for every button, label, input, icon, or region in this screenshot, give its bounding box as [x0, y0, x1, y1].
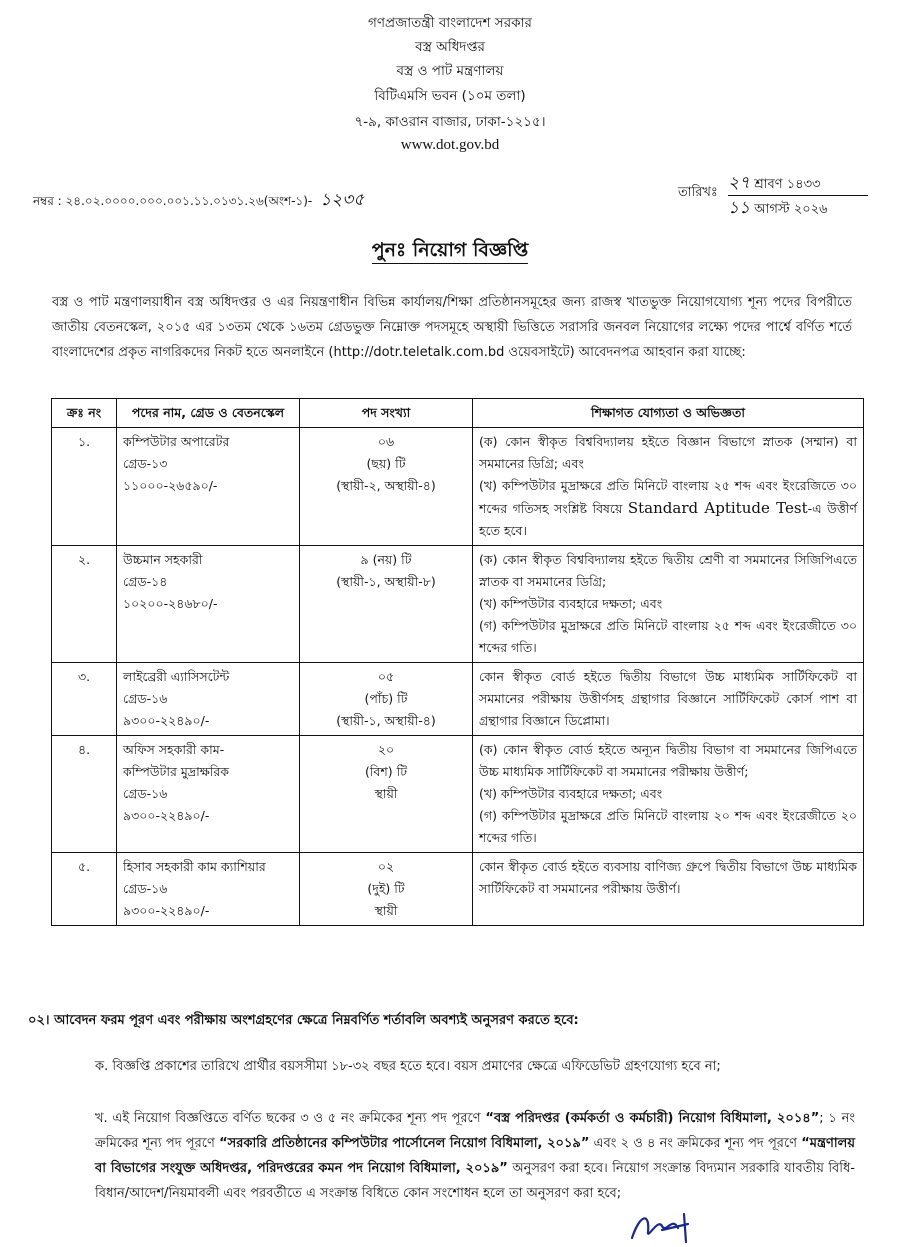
post-name-line2: কম্পিউটার মুদ্রাক্ষরিক	[123, 764, 230, 779]
row-qualification	[473, 853, 864, 926]
row-qualification	[473, 546, 864, 663]
row-serial: ৩.	[52, 663, 117, 736]
qualification-a: কোন স্বীকৃত বোর্ড হইতে দ্বিতীয় বিভাগে উচ্চ মাধ্যমিক সার্টিফিকেট বা সমমানের পরীক্ষায় উত্তীর্ণসহ গ্রন্থাগার বিজ্ঞানে সার্টিফিকেট কোর্স পাশ বা গ্রন্থাগার বিজ্ঞানে ডিপ্লোমা।	[479, 669, 857, 728]
row-count	[300, 853, 473, 926]
qualification-b: (খ) কম্পিউটার ব্যবহারে দক্ষতা; এবং	[479, 596, 663, 611]
table-row	[52, 853, 864, 926]
header-serial: ক্রঃ নং	[52, 399, 117, 428]
count-words: (বিশ) টি	[364, 764, 408, 779]
condition-kha-text-4: অনুসরণ করা হবে। নিয়োগ সংক্রান্ত বিদ্যমান সরকারি যাবতীয় বিধি-বিধান/আদেশ/নিয়মাবলী এবং পরবর্তীতে এ সংক্রান্ত বিধিতে কোন সংশোধন হলে তা অনুসরণ করা হবে;	[95, 1161, 855, 1201]
count-number: ০৬	[377, 434, 395, 449]
post-scale: ১০২০০-২৪৬৮০/-	[123, 596, 218, 611]
memo-number-text: নম্বর : ২৪.০২.০০০০.০০০.০০১.১১.০১৩১.২৬(অংশ-১)-	[33, 194, 313, 208]
table-row	[52, 546, 864, 663]
qualification-b-en: Standard Aptitude Test	[627, 499, 808, 517]
table-header-row	[52, 399, 864, 428]
signature	[628, 1208, 718, 1244]
count-number: ২০	[377, 742, 395, 757]
table-row	[52, 736, 864, 853]
notice-title	[0, 236, 900, 268]
condition-kha-rule-2: “সরকারি প্রতিষ্ঠানের কম্পিউটার পার্সোনেল নিয়োগ বিধিমালা, ২০১৯”	[219, 1136, 590, 1151]
count-type: স্থায়ী	[374, 786, 398, 801]
qualification-a: (ক) কোন স্বীকৃত বিশ্ববিদ্যালয় হইতে বিজ্ঞান বিভাগে স্নাতক (সম্মান) বা সমমানের ডিগ্রি; এবং	[479, 434, 857, 471]
qualification-b	[479, 475, 857, 542]
row-post	[117, 546, 300, 663]
date-english-day: ১১	[728, 198, 751, 218]
notice-title-text: পুনঃ নিয়োগ বিজ্ঞপ্তি	[372, 239, 528, 264]
condition-kha-rule-1: “বস্ত্র পরিদপ্তর (কর্মকর্তা ও কর্মচারী) নিয়োগ বিধিমালা, ২০১৪”	[485, 1111, 820, 1126]
row-qualification	[473, 663, 864, 736]
row-serial: ১.	[52, 428, 117, 546]
date-english-month: আগস্ট ২০২৬	[754, 202, 828, 217]
count-type: স্থায়ী	[374, 903, 398, 918]
count-words: (ছয়) টি	[366, 456, 406, 471]
header-department: বস্ত্র অধিদপ্তর	[415, 39, 485, 55]
row-count	[300, 428, 473, 546]
count-words: (দুই) টি	[367, 881, 405, 896]
post-grade: গ্রেড-১৪	[123, 574, 168, 589]
date-bangla-month: শ্রাবণ ১৪৩৩	[754, 177, 821, 192]
count-type: (স্থায়ী-১, অস্থায়ী-৮)	[336, 574, 436, 589]
post-name: অফিস সহকারী কাম-	[123, 742, 225, 757]
post-name: হিসাব সহকারী কাম ক্যাশিয়ার	[123, 859, 266, 874]
row-serial: ৫.	[52, 853, 117, 926]
row-serial: ৪.	[52, 736, 117, 853]
date-label: তারিখঃ	[678, 185, 718, 200]
condition-kha-text-2: ; ১ নং ক্রমিকের শূন্য পদ পূরণে	[95, 1111, 855, 1151]
post-scale: ১১০০০-২৬৫৯০/-	[123, 478, 218, 493]
qualification-c: (গ) কম্পিউটার মুদ্রাক্ষরে প্রতি মিনিটে বাংলায় ২০ শব্দ এবং ইংরেজীতে ২০ শব্দের গতি।	[479, 808, 857, 845]
condition-kha	[95, 1106, 855, 1206]
post-scale: ৯৩০০-২২৪৯০/-	[123, 808, 210, 823]
date-box	[728, 171, 868, 220]
date-bangla-day: ২৭	[728, 173, 751, 193]
date-english	[728, 195, 868, 220]
count-number: ০২	[377, 859, 395, 874]
memo-number-handwritten: ১২৩৫	[320, 190, 365, 210]
table-row	[52, 663, 864, 736]
row-qualification	[473, 736, 864, 853]
post-scale: ৯৩০০-২২৪৯০/-	[123, 713, 210, 728]
header-ministry: বস্ত্র ও পাট মন্ত্রণালয়	[396, 63, 504, 79]
condition-ka: ক. বিজ্ঞপ্তি প্রকাশের তারিখে প্রার্থীর বয়সসীমা ১৮-৩২ বছর হতে হবে। বয়স প্রমাণের ক্ষেত্রে এফিডেভিট গ্রহণযোগ্য হবে না;	[95, 1059, 721, 1074]
qualification-a: কোন স্বীকৃত বোর্ড হইতে ব্যবসায় বাণিজ্য গ্রুপে দ্বিতীয় বিভাগে উচ্চ মাধ্যমিক সার্টিফিকেট বা সমমানের পরীক্ষায় উত্তীর্ণ।	[479, 859, 857, 896]
header-count: পদ সংখ্যা	[300, 399, 473, 428]
count-number: ৯ (নয়) টি	[360, 552, 412, 567]
memo-number	[33, 187, 364, 215]
qualification-b-end: -এ উত্তীর্ণ হতে হবে।	[479, 501, 857, 538]
header-post: পদের নাম, গ্রেড ও বেতনস্কেল	[117, 399, 300, 428]
post-grade: গ্রেড-১৬	[123, 881, 168, 896]
section-2-heading: ০২। আবেদন ফরম পূরণ এবং পরীক্ষায় অংশগ্রহণের ক্ষেত্রে নিম্নবর্ণিত শর্তাবলি অবশ্যই অনুসরণ করতে হবে:	[28, 1013, 579, 1028]
post-grade: গ্রেড-১৬	[123, 691, 168, 706]
qualification-b-text: (খ) কম্পিউটার মুদ্রাক্ষরে প্রতি মিনিটে বাংলায় ২৫ শব্দ এবং ইংরেজিতে ৩০ শব্দের গতিসহ সংশ্লিষ্ট বিষয়ে	[479, 478, 857, 516]
condition-kha-text-1: খ. এই নিয়োগ বিজ্ঞপ্তিতে বর্ণিত ছকের ৩ ও ৫ নং ক্রমিকের শূন্য পদ পূরণে	[95, 1111, 481, 1126]
post-scale: ৯৩০০-২২৪৯০/-	[123, 903, 210, 918]
row-qualification	[473, 428, 864, 546]
post-name: লাইব্রেরী এ্যাসিসটেন্ট	[123, 669, 230, 684]
table-row	[52, 428, 864, 546]
condition-kha-rule-3: “মন্ত্রণালয় বা বিভাগের সংযুক্ত অধিদপ্তর, পরিদপ্তরের কমন পদ নিয়োগ বিধিমালা, ২০১৯”	[95, 1136, 856, 1176]
header-qualification: শিক্ষাগত যোগ্যতা ও অভিজ্ঞতা	[473, 399, 864, 428]
condition-kha-text-3: এবং ২ ও ৪ নং ক্রমিকের শূন্য পদ পূরণে	[593, 1136, 798, 1151]
header-address: ৭-৯, কাওরান বাজার, ঢাকা-১২১৫।	[354, 114, 546, 130]
header-website[interactable]: www.dot.gov.bd	[400, 137, 500, 153]
row-post	[117, 663, 300, 736]
row-post	[117, 853, 300, 926]
date-bangla	[728, 171, 868, 195]
intro-paragraph: বস্ত্র ও পাট মন্ত্রণালয়াধীন বস্ত্র অধিদপ্তর ও এর নিয়ন্ত্রণাধীন বিভিন্ন কার্যালয়/শিক্ষা প্রতিষ্ঠানসমূহের জন্য রাজস্ব খাতভুক্ত নিয়োগযোগ্য শূন্য পদের বিপরীতে জাতীয় বেতনস্কেল, ২০১৫ এর ১৩তম থেকে ১৬তম গ্রেডভুক্ত নিম্নোক্ত পদসমূহে অস্থায়ী ভিত্তিতে সরাসরি জনবল নিয়োগের লক্ষ্যে পদের পার্শ্বে বর্ণিত শর্তে বাংলাদেশের প্রকৃত নাগরিকদের নিকট হতে অনলাইনে (http://dotr.teletalk.com.bd ওয়েবসাইটে) আবেদনপত্র আহবান করা যাচ্ছে:	[52, 295, 852, 360]
posts-table	[51, 398, 864, 926]
qualification-b: (খ) কম্পিউটার ব্যবহারে দক্ষতা; এবং	[479, 786, 663, 801]
qualification-c: (গ) কম্পিউটার মুদ্রাক্ষরে প্রতি মিনিটে বাংলায় ২৫ শব্দ এবং ইংরেজীতে ৩০ শব্দের গতি।	[479, 618, 857, 655]
row-serial: ২.	[52, 546, 117, 663]
post-name: কম্পিউটার অপারেটর	[123, 434, 230, 449]
count-type: (স্থায়ী-১, অস্থায়ী-৪)	[336, 713, 436, 728]
post-name: উচ্চমান সহকারী	[123, 552, 203, 567]
qualification-a: (ক) কোন স্বীকৃত বিশ্ববিদ্যালয় হইতে দ্বিতীয় শ্রেণী বা সমমানের সিজিপিএতে স্নাতক বা সমমানের ডিগ্রি;	[479, 552, 857, 589]
row-post	[117, 736, 300, 853]
header-building: বিটিএমসি ভবন (১০ম তলা)	[374, 88, 526, 104]
count-type: (স্থায়ী-২, অস্থায়ী-৪)	[336, 478, 436, 493]
count-words: (পাঁচ) টি	[364, 691, 408, 706]
row-count	[300, 663, 473, 736]
row-post	[117, 428, 300, 546]
count-number: ০৫	[377, 669, 395, 684]
post-grade: গ্রেড-১৩	[123, 456, 168, 471]
qualification-a: (ক) কোন স্বীকৃত বোর্ড হইতে অন্যূন দ্বিতীয় বিভাগ বা সমমানের জিপিএতে উচ্চ মাধ্যমিক সার্টিফিকেট বা সমমানের পরীক্ষায় উত্তীর্ণ;	[479, 742, 857, 779]
row-count	[300, 546, 473, 663]
row-count	[300, 736, 473, 853]
header-govt: গণপ্রজাতন্ত্রী বাংলাদেশ সরকার	[368, 15, 532, 31]
post-grade: গ্রেড-১৬	[123, 786, 168, 801]
